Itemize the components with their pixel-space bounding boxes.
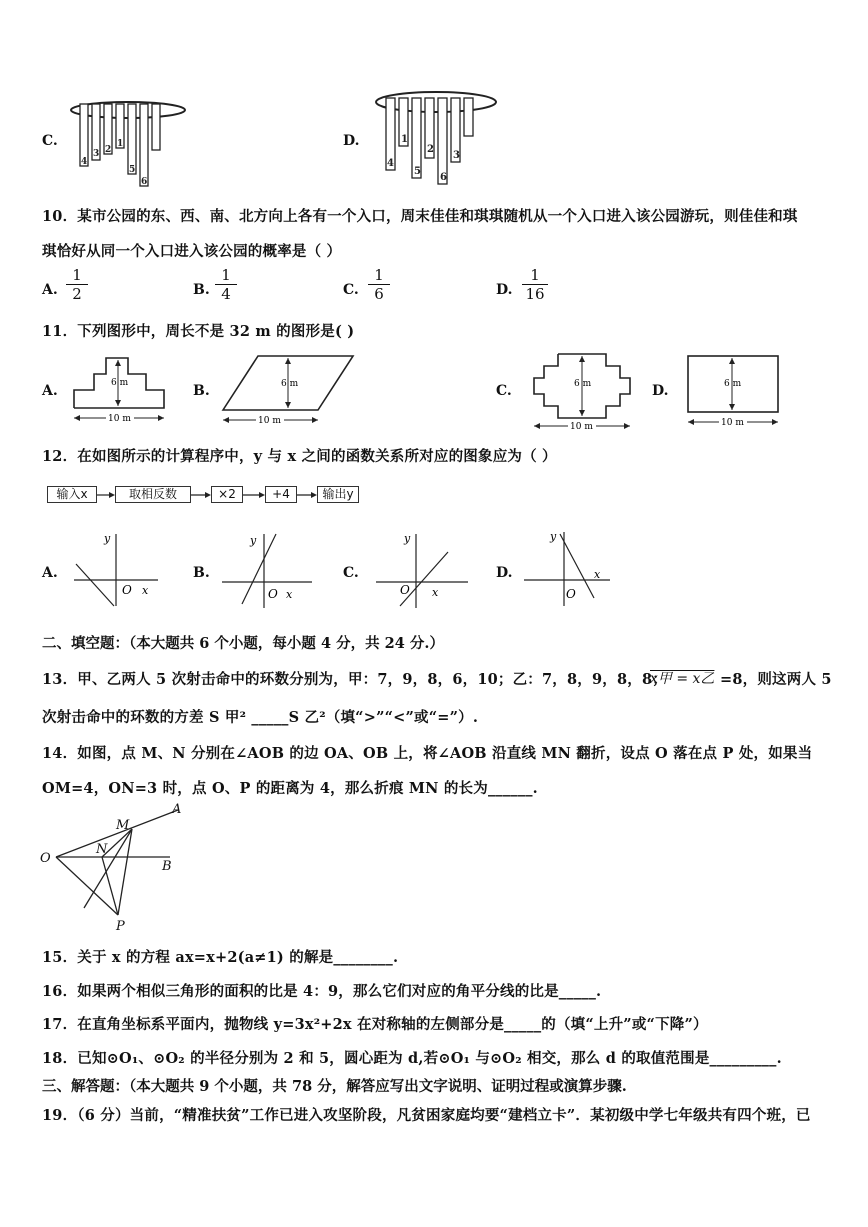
width-label: 10 m <box>570 422 593 432</box>
height-label: 6 m <box>724 379 742 389</box>
q19: 19．（6 分）当前，“精准扶贫”工作已进入攻坚阶段，凡贫困家庭均要“建档立卡”．某初级中学七年级共有四个班，已 <box>42 1107 811 1124</box>
q18: 18．已知⊙O₁、⊙O₂ 的半径分别为 2 和 5，圆心距为 d,若⊙O₁ 与⊙O₂ 相交，那么 d 的取值范围是_________. <box>42 1050 782 1067</box>
width-label: 10 m <box>108 414 131 424</box>
q9-option-c-label: C. <box>42 133 58 149</box>
q13-line1a: 13．甲、乙两人 5 次射击命中的环数分别为，甲：7，9，8，6，10；乙：7，8，9，8，8； <box>42 671 667 688</box>
q11-option-b-label: B. <box>193 383 210 399</box>
axis-x-label: x <box>594 568 601 581</box>
flow-negate-box: 取相反数 <box>115 486 191 503</box>
axis-y-label: y <box>104 532 111 545</box>
height-label: 6 m <box>111 378 129 388</box>
q12-graph-a <box>66 530 162 610</box>
ring-label: 3 <box>93 149 100 159</box>
ring-label: 5 <box>129 165 136 175</box>
axis-x-label: x <box>432 586 439 599</box>
q10-option-a-label: A. <box>42 282 58 298</box>
q10-option-c-fraction: $\frac{1}{6}$ <box>368 266 390 303</box>
point-label: P <box>116 919 125 934</box>
q11-figure-b <box>218 352 358 428</box>
q10-line1: 10．某市公园的东、西、南、北方向上各有一个入口，周末佳佳和琪琪随机从一个入口进入该公园游玩，则佳佳和琪 <box>42 208 798 225</box>
section3-heading: 三、解答题：（本大题共 9 个小题，共 78 分，解答应写出文字说明、证明过程或演算步骤. <box>42 1078 627 1095</box>
q10-option-d-label: D. <box>496 282 513 298</box>
q17: 17．在直角坐标系平面内，抛物线 y=3x²+2x 在对称轴的左侧部分是_____的（填“上升”或“下降”） <box>42 1016 708 1033</box>
flow-arrows <box>95 488 325 502</box>
width-label: 10 m <box>258 416 281 426</box>
q11-figure-a <box>66 352 172 428</box>
ring-label: 6 <box>141 177 148 187</box>
point-label: B <box>162 859 172 874</box>
q10-option-b-fraction: $\frac{1}{4}$ <box>215 266 237 303</box>
height-label: 6 m <box>281 379 299 389</box>
q11-option-a-label: A. <box>42 383 58 399</box>
point-label: O <box>40 851 51 866</box>
origin-label: O <box>400 583 410 597</box>
q14-figure <box>36 800 196 934</box>
ring-label: 1 <box>401 134 408 145</box>
axis-x-label: x <box>286 588 293 601</box>
width-label: 10 m <box>721 418 744 428</box>
q11-figure-c <box>530 348 636 432</box>
q12-option-b-label: B. <box>193 565 210 581</box>
section2-heading: 二、填空题：（本大题共 6 个小题，每小题 4 分，共 24 分.） <box>42 635 444 652</box>
origin-label: O <box>268 587 278 601</box>
q9-figure-c <box>66 96 196 188</box>
flow-times2-box: ×2 <box>211 486 243 503</box>
q10-option-b-label: B. <box>193 282 210 298</box>
q12-option-d-label: D. <box>496 565 513 581</box>
q10-option-d-fraction: $\frac{1}{16}$ <box>522 266 548 303</box>
axis-y-label: y <box>404 532 411 545</box>
q13-line1b: =8，则这两人 5 <box>720 671 832 688</box>
point-label: M <box>116 818 130 833</box>
axis-x-label: x <box>142 584 149 597</box>
ring-label: 2 <box>427 144 434 155</box>
ring-label: 5 <box>414 166 421 177</box>
q12-stem: 12．在如图所示的计算程序中，y 与 x 之间的函数关系所对应的图象应为（ ） <box>42 448 557 465</box>
ring-label: 4 <box>387 158 394 169</box>
q9-figure-d <box>374 88 504 188</box>
q12-graph-c <box>368 530 474 610</box>
q15: 15．关于 x 的方程 ax=x+2(a≠1) 的解是________. <box>42 949 399 966</box>
point-label: A <box>172 802 182 817</box>
ring-label: 2 <box>105 145 112 155</box>
q10-option-c-label: C. <box>343 282 359 298</box>
flow-input-box: 输入x <box>47 486 97 503</box>
q12-graph-b <box>216 530 316 610</box>
height-label: 6 m <box>574 379 592 389</box>
q14-line2: OM=4，ON=3 时，点 O、P 的距离为 4，那么折痕 MN 的长为______. <box>42 780 538 797</box>
q11-figure-d <box>682 350 786 430</box>
q16: 16．如果两个相似三角形的面积的比是 4：9，那么它们对应的角平分线的比是_____. <box>42 983 602 1000</box>
origin-label: O <box>122 583 132 597</box>
q11-option-d-label: D. <box>652 383 669 399</box>
point-label: N <box>96 842 108 857</box>
axis-y-label: y <box>550 530 557 543</box>
origin-label: O <box>566 587 576 601</box>
q12-option-a-label: A. <box>42 565 58 581</box>
q12-graph-d <box>520 526 616 610</box>
flow-plus4-box: +4 <box>265 486 297 503</box>
q13-line2: 次射击命中的环数的方差 S 甲² _____S 乙²（填“>”“<”或“=”）. <box>42 709 479 726</box>
ring-label: 3 <box>453 150 460 161</box>
ring-label: 6 <box>440 172 447 183</box>
q9-option-d-label: D. <box>343 133 360 149</box>
q12-option-c-label: C. <box>343 565 359 581</box>
q11-option-c-label: C. <box>496 383 512 399</box>
q11-stem: 11．下列图形中，周长不是 32 m 的图形是( ) <box>42 323 355 340</box>
q13-mean-formula: x甲 = x乙 <box>650 671 715 687</box>
q10-line2: 琪恰好从同一个入口进入该公园的概率是（ ） <box>42 243 342 260</box>
flow-output-box: 输出y <box>317 486 359 503</box>
axis-y-label: y <box>250 534 257 547</box>
q14-line1: 14．如图，点 M、N 分别在∠AOB 的边 OA、OB 上，将∠AOB 沿直线 MN 翻折，设点 O 落在点 P 处，如果当 <box>42 745 813 762</box>
ring-label: 4 <box>81 157 88 167</box>
ring-label: 1 <box>117 139 124 149</box>
q10-option-a-fraction: $\frac{1}{2}$ <box>66 266 88 303</box>
